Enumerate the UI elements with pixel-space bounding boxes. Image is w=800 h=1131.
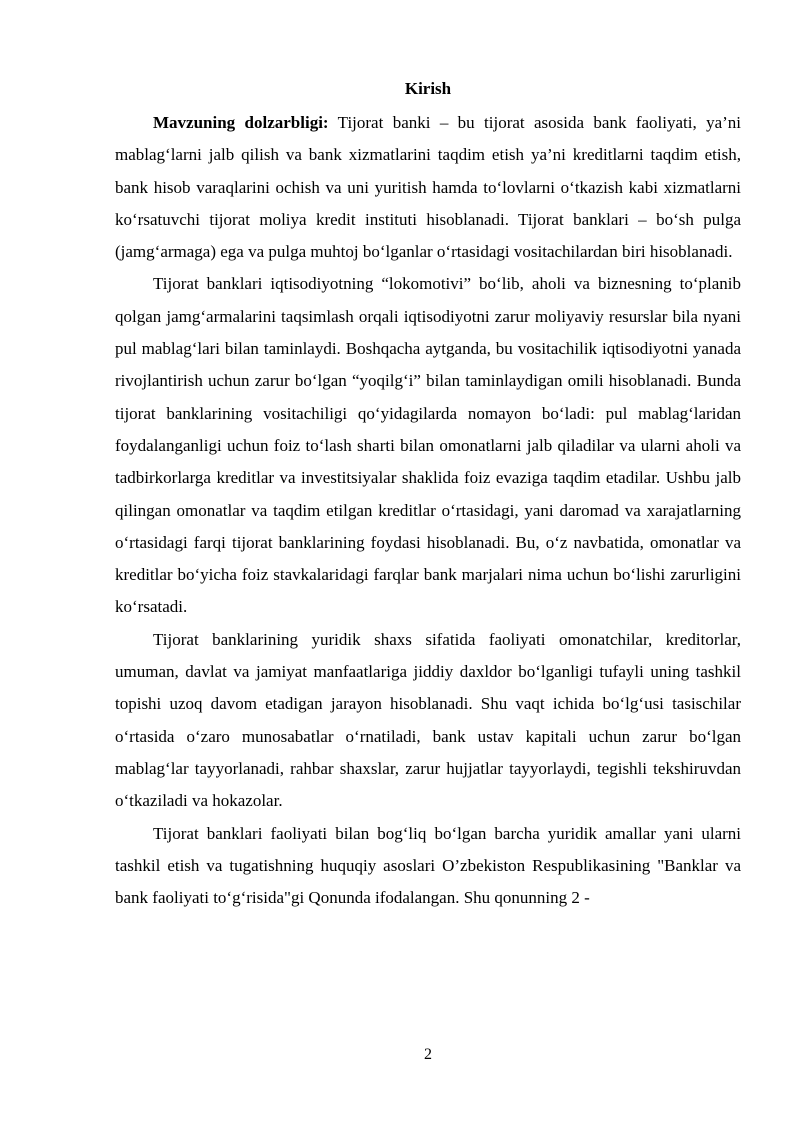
paragraph-text: Tijorat banki – bu tijorat asosida bank faoliyati, ya’ni mablag‘larni jalb qilish va bank xizmatlarini taqdim etish ya’ni kreditlarni taqdim etish, bank hisob varaqlarini ochish va uni yuritish hamda to‘lovlarni o‘tkazish kabi xizmatlarni ko‘rsatuvchi tijorat moliya kredit instituti hisoblanadi. Tijorat banklari – bo‘sh pulga (jamg‘armaga) ega va pulga muhtoj bo‘lganlar o‘rtasidagi vositachilardan biri hisoblanadi. bbox=[115, 113, 742, 262]
paragraph-lead: Mavzuning dolzarbligi: bbox=[153, 113, 329, 132]
paragraph-1 bbox=[115, 107, 741, 268]
page-number: 2 bbox=[424, 1046, 432, 1063]
body-text bbox=[115, 107, 741, 914]
paragraph-3: Tijorat banklarining yuridik shaxs sifatida faoliyati omonatchilar, kreditorlar, umuman, davlat va jamiyat manfaatlariga jiddiy daxldor bo‘lganligi tufayli uning tashkil topishi uzoq davom etadigan jarayon hisoblanadi. Shu vaqt ichida bo‘lg‘usi tasischilar o‘rtasida o‘zaro munosabatlar o‘rnatiladi, bank ustav kapitali uchun zarur bo‘lgan mablag‘lar tayyorlanadi, rahbar shaxslar, zarur hujjatlar tayyorlaydi, tegishli tekshiruvdan o‘tkaziladi va hokazolar. bbox=[115, 629, 741, 811]
paragraph-2: Tijorat banklari iqtisodiyotning “lokomotivi” bo‘lib, aholi va biznesning to‘planib qolgan jamg‘armalarini taqsimlash orqali iqtisodiyotni zarur moliyaviy resurslar bila nyani pul mablag‘lari bilan taminlaydi. Boshqacha aytganda, bu vositachilik iqtisodiyotni yanada rivojlantirish uchun zarur bo‘lgan “yoqilg‘i” bilan taminlaydigan omili hisoblanadi. Bunda tijorat banklarining vositachiligi qo‘yidagilarda nomayon bo‘ladi: pul mablag‘laridan foydalanganligi uchun foiz to‘lash sharti bilan omonatlarni jalb qiladilar va ularni aholi va tadbirkorlarga kreditlar va investitsiyalar shaklida foiz evaziga taqdim etadilar. Ushbu jalb qilingan omonatlar va taqdim etilgan kreditlar o‘rtasidagi, yani daromad va xarajatlarning o‘rtasidagi farqi tijorat banklarining foydasi hisoblanadi. Bu, o‘z navbatida, omonatlar va kreditlar bo‘yicha foiz stavkalaridagi farqlar bank marjalari nima uchun bo‘lishi zarurligini ko‘rsatadi. bbox=[115, 274, 741, 617]
page-title: Kirish bbox=[404, 79, 452, 98]
paragraph-4: Tijorat banklari faoliyati bilan bog‘liq bo‘lgan barcha yuridik amallar yani ularni tashkil etish va tugatishning huquqiy asoslari O’zbekiston Respublikasining "Banklar va bank faoliyati to‘g‘risida"gi Qonunda ifodalangan. Shu qonunning 2 - bbox=[115, 823, 741, 908]
